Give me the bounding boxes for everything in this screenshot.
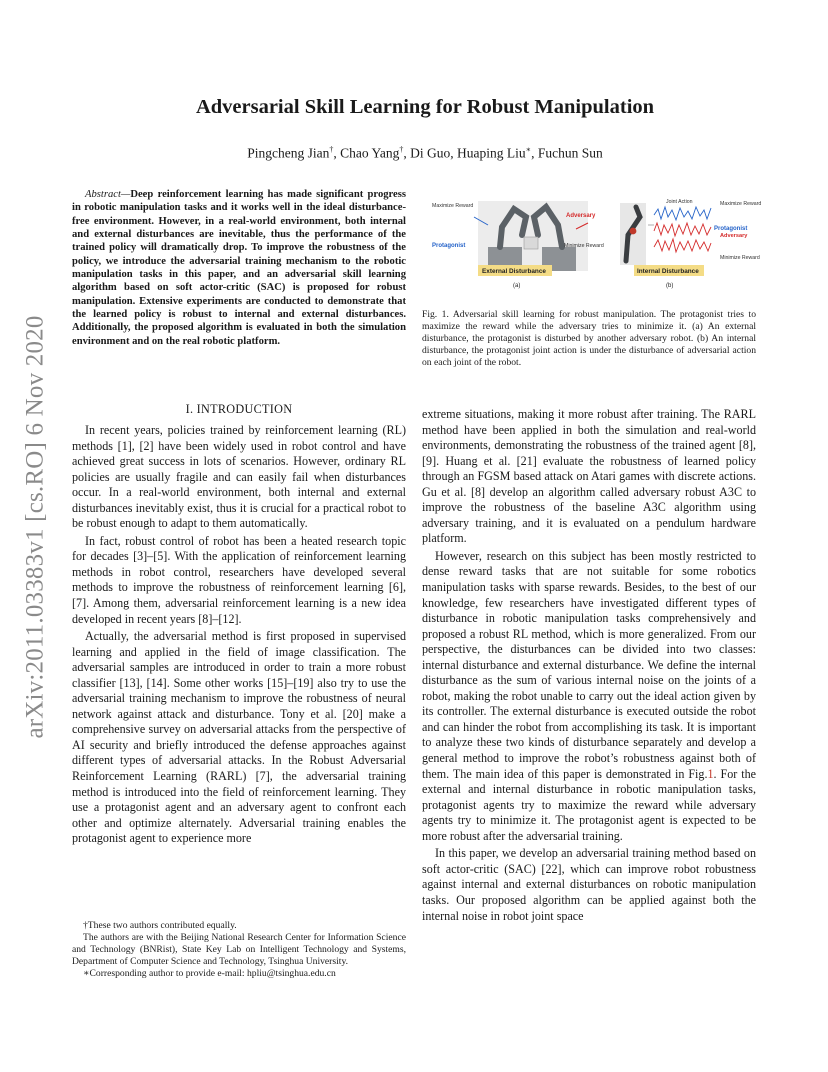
fig-a-adversary: Adversary: [566, 213, 596, 219]
author: Chao Yang: [340, 145, 400, 161]
abstract-lead: Abstract—: [85, 189, 131, 200]
fig-a-minimize-reward: Minimize Reward: [564, 243, 604, 249]
figure-reference-link[interactable]: 1: [707, 766, 714, 781]
author-separator: ,: [531, 145, 538, 161]
fig-a-protagonist: Protagonist: [432, 243, 466, 249]
fig-a-maximize-reward: Maximize Reward: [432, 203, 474, 209]
adversary-signal-2: [654, 239, 711, 252]
figure-1-caption: Fig. 1. Adversarial skill learning for robust manipulation. The protagonist tries to maximize the reward while the adversary tries to minimize it. (a) An external disturbance, the protagonist is disturbed by another adversary robot. (b) An internal disturbance, the protagonist joint action is under the disturbance of adversarial action on each joint of the robot.: [422, 309, 756, 369]
joint-marker: [630, 228, 637, 235]
author-separator: ,: [450, 145, 458, 161]
figure-1: [430, 195, 762, 295]
paper-title: Adversarial Skill Learning for Robust Manipulation: [195, 96, 655, 118]
fig-a-label: External Disturbance: [482, 268, 546, 275]
fig-b-joint-action: Joint Action: [666, 199, 693, 205]
fig-b-sub: (b): [666, 283, 674, 289]
paragraph: extreme situations, making it more robust after training. The RARL method have been applied in both the simulation and real-world environments, demonstrating the robustness of the trained agent [8], [9]. Huang et al. [21] evaluate the robustness of learned policy through an FGSM based attack on Atari games with discrete actions. Gu et al. [8] develop an algorithm called adversary robust A3C to improve the robustness of the baseline A3C algorithm using adversary training, and it is evaluated on a pendulum hardware platform.: [422, 407, 756, 546]
fig-b-label: Internal Disturbance: [637, 268, 699, 275]
author-mark: ∗: [525, 145, 532, 154]
fig-b-protagonist: Protagonist: [714, 226, 748, 232]
fig-a-sub: (a): [513, 283, 521, 289]
footnote: †These two authors contributed equally.: [83, 920, 237, 931]
paragraph: [422, 549, 756, 844]
fig-b-maximize-reward: Maximize Reward: [720, 201, 762, 207]
arxiv-identifier[interactable]: arXiv:2011.03383v1 [cs.RO] 6 Nov 2020: [22, 315, 50, 739]
right-column-body: [422, 407, 756, 926]
footnote: The authors are with the Beijing National Research Center for Information Science and Technology (BNRist), State Key Lab on Intelligent Technology and Systems, Department of Computer Science and Technology, Tsinghua University.: [72, 932, 406, 967]
left-column-body: [72, 423, 406, 849]
author-mark: †: [329, 145, 334, 154]
paragraph-text: However, research on this subject has been mostly restricted to dense reward tasks that are not suitable for some robotics manipulation tasks with sparse rewards. Besides, to the best of our knowledge, few researchers have investigated different types of disturbance in robotic manipulation tasks comprehensively and proposed a robust RL method, which is more generalized. From our perspective, the disturbances can be divided into two classes: internal disturbance and external disturbance. We define the internal disturbance as the sum of various internal noise on the joints of a robot, making the robot unable to carry out the ideal action given by its controller. The external disturbance is executed outside the robot and can hinder the robot from accomplishing its task. It is important to analyze these two kinds of disturbance separately and develop a general method to improve the robot’s robustness against both of them. The main idea of this paper is demonstrated in Fig.: [422, 548, 756, 781]
paragraph: Actually, the adversarial method is first proposed in supervised learning and applied in the field of image classification. The adversarial samples are introduced in order to train a more robust classifier [13], [14]. Some other works [15]–[19] also try to use the adversarial training mechanism to improve the robustness of neural network against attack and disturbance. Tony et al. [20] make a comprehensive survey on adversarial attacks from the perspective of AI security and briefly introduced the defense approaches against different types of adversarial attacks. In the Robust Adversarial Reinforcement Learning (RARL) [7], the adversarial training method is introduced into the field of reinforcement learning. They use a protagonist agent and an adversary agent to confront each other and optimize alternately. Adversarial training enables the protagonist agent to experience more: [72, 629, 406, 846]
author-list: [80, 145, 770, 162]
footnote[interactable]: ∗Corresponding author to provide e-mail: hpliu@tsinghua.edu.cn: [83, 968, 336, 979]
target-object: [524, 237, 538, 249]
author-mark: †: [399, 145, 404, 154]
figure-illustration: [430, 195, 762, 295]
paragraph: In recent years, policies trained by reinforcement learning (RL) methods [1], [2] have been widely used in robot control and have achieved great success in lots of scenarios. However, ordinary RL policies are usually fragile and can easily fail when disturbances occur. In a real-world environment, both internal and external disturbances inevitably exist, thus it is crucial for a practical robot to be robust enough to adapt to them automatically.: [72, 423, 406, 531]
protagonist-signal-1: [654, 207, 711, 220]
author-separator: ,: [333, 145, 341, 161]
author: Di Guo: [410, 145, 451, 161]
abstract: [72, 188, 406, 348]
paragraph: In this paper, we develop an adversarial training method based on soft actor-critic (SAC) [22], which can improve robot robustness against internal and external disturbances on robotic manipulation tasks. Our proposed algorithm can be applied against both the internal noise in robot joint space: [422, 846, 756, 923]
author: Pingcheng Jian: [247, 145, 330, 161]
fig-b-adversary: Adversary: [720, 233, 748, 239]
footnotes: [72, 920, 406, 980]
adversary-signal: [654, 223, 711, 236]
author-separator: ,: [403, 145, 411, 161]
section-heading-introduction: I. INTRODUCTION: [185, 402, 293, 416]
paragraph: In fact, robust control of robot has been a heated research topic for decades [3]–[5]. With the application of reinforcement learning methods in robot control, researchers have developed several methods to improve the robustness of reinforcement learning [6], [7]. Among them, adversarial reinforcement learning is a new idea developed in recent years [8]–[12].: [72, 533, 406, 626]
abstract-text: Deep reinforcement learning has made significant progress in robotic manipulation tasks and it works well in the ideal disturbance-free environment. However, in a real-world environment, both internal and external disturbances are inevitable, thus the performance of the trained policy will dramatically drop. To improve the robustness of the policy, we introduce the adversarial training mechanism to the robotic manipulation tasks in this paper, and an adversarial skill learning algorithm based on soft actor-critic (SAC) is proposed for robust manipulation. Extensive experiments are conducted to demonstrate that the learned policy is robust to internal and external disturbances. Additionally, the proposed algorithm is evaluated in both the simulation environment and on the real robotic platform.: [72, 189, 406, 347]
arxiv-identifier-sidebar[interactable]: [20, 287, 52, 767]
author: Fuchun Sun: [537, 145, 603, 161]
author: Huaping Liu: [457, 145, 526, 161]
paragraph-text: . For the external and internal disturbance in robotic manipulation tasks, protagonist agents try to maximize the reward while adversary agents try to minimize it. The protagonist agent is expected to be more robust after the adversarial training.: [422, 766, 756, 843]
fig-b-minimize-reward: Minimize Reward: [720, 255, 760, 261]
